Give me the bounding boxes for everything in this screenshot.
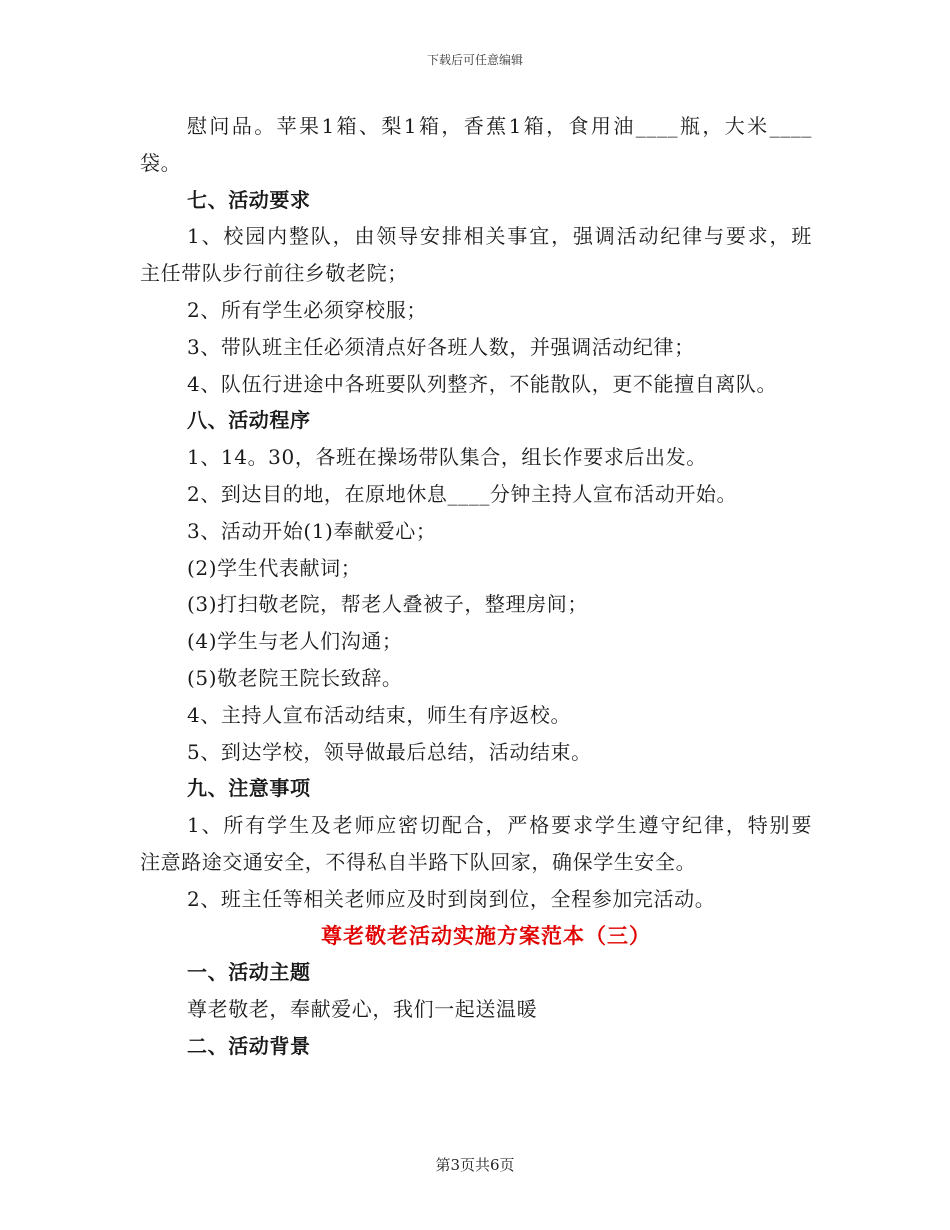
list-item: (4)学生与老人们沟通； (187, 629, 403, 654)
list-item: (5)敬老院王院长致辞。 (187, 665, 403, 690)
page-header: 下载后可任意编辑 (426, 53, 523, 67)
page-footer: 第3页共6页 (435, 1156, 515, 1174)
list-item: 1、14。30，各班在操场带队集合，组长作要求后出发。 (187, 445, 707, 470)
document-body (140, 108, 812, 1065)
paragraph-line: 慰问品。苹果1箱、梨1箱，香蕉1箱，食用油____瓶，大米____ (187, 114, 812, 138)
paragraph-line: 袋。 (140, 150, 182, 175)
paragraph-line: 注意路途交通安全，不得私自半路下队回家，确保学生安全。 (140, 849, 697, 874)
list-item: (2)学生代表献词； (187, 555, 362, 580)
section-heading: 一、活动主题 (187, 960, 311, 985)
section-heading: 九、注意事项 (187, 776, 311, 801)
list-item: 4、主持人宣布活动结束，师生有序返校。 (187, 702, 572, 727)
section-heading: 七、活动要求 (187, 187, 311, 212)
list-item: 4、队伍行进途中各班要队列整齐，不能散队，更不能擅自离队。 (187, 371, 778, 396)
list-item: 2、到达目的地，在原地休息____分钟主持人宣布活动开始。 (187, 481, 738, 506)
document-title: 尊老敬老活动实施方案范本（三） (321, 922, 651, 948)
paragraph-line: 1、校园内整队，由领导安排相关事宜，强调活动纪律与要求，班 (187, 224, 812, 249)
paragraph-line: 1、所有学生及老师应密切配合，严格要求学生遵守纪律，特别要 (187, 813, 812, 838)
list-item: 3、带队班主任必须清点好各班人数，并强调活动纪律； (187, 334, 695, 359)
section-heading: 二、活动背景 (187, 1033, 311, 1058)
list-item: 2、所有学生必须穿校服； (187, 297, 427, 322)
section-heading: 八、活动程序 (187, 408, 311, 433)
list-item: 2、班主任等相关老师应及时到岗到位，全程参加完活动。 (187, 886, 716, 911)
paragraph-line: 主任带队步行前往乡敬老院； (140, 261, 408, 286)
list-item: (3)打扫敬老院，帮老人叠被子，整理房间； (187, 592, 588, 617)
paragraph-line: 尊老敬老，奉献爱心，我们一起送温暖 (187, 997, 538, 1022)
list-item: 5、到达学校，领导做最后总结，活动结束。 (187, 739, 592, 764)
list-item: 3、活动开始(1)奉献爱心； (187, 518, 437, 543)
